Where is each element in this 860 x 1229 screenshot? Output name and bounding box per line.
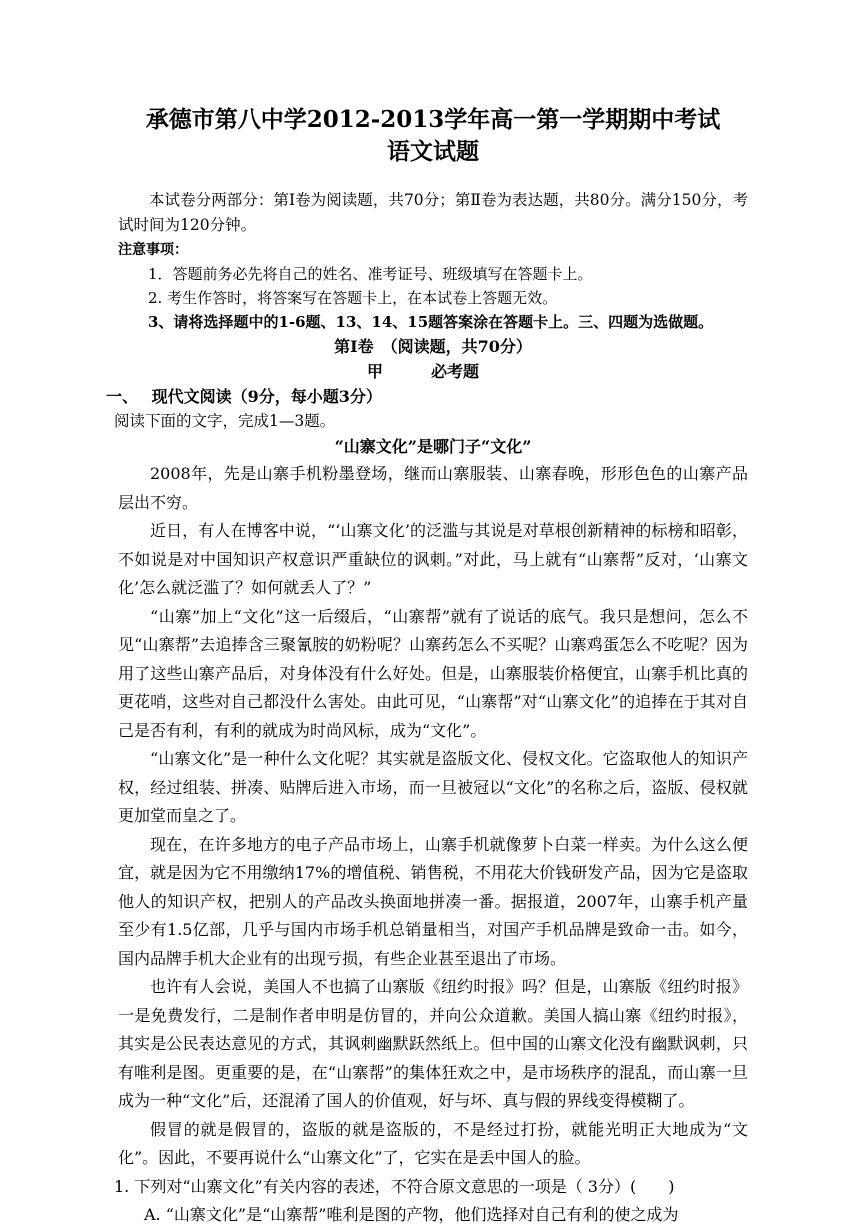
part1-heading: 第Ⅰ卷 （阅读题，共70分） <box>334 337 532 356</box>
article-paragraph-2: 近日，有人在博客中说，“‘山寨文化’的泛滥与其说是对草根创新精神的标榜和昭彰，不如说是对中国知识产权意识严重缺位的讽刺。”对此，马上就有“山寨帮”反对，‘山寨文化’怎么就泛滥了？如何就丢人了？” <box>118 521 748 597</box>
article-paragraph-5: 现在，在许多地方的电子产品市场上，山寨手机就像萝卜白菜一样卖。为什么这么便宜，就是因为它不用缴纳17%的增值税、销售税，不用花大价钱研发产品，因为它是盗取他人的知识产权，把别人的产品改头换面地拼凑一番。据报道，2007年，山寨手机产量至少有1.5亿部，几乎与国内市场手机总销量相当，对国产手机品牌是致命一击。如今，国内品牌手机大企业有的出现亏损，有些企业甚至退出了市场。 <box>118 834 748 968</box>
article-paragraph-6: 也许有人会说，美国人不也搞了山寨版《纽约时报》吗？但是，山寨版《纽约时报》一是免费发行，二是制作者申明是仿冒的，并向公众道歉。美国人搞山寨《纽约时报》，其实是公民表达意见的方式，其讽刺幽默跃然纸上。但中国的山寨文化没有幽默讽刺，只有唯利是图。更重要的是，在“山寨帮”的集体狂欢之中，是市场秩序的混乱，而山寨一旦成为一种“文化”后，还混淆了国人的价值观，好与坏、真与假的界线变得模糊了。 <box>118 977 748 1110</box>
exam-title-line1: 承德市第八中学2012-2013学年高一第一学期期中考试 <box>145 106 721 133</box>
exam-title-line2: 语文试题 <box>387 138 479 165</box>
article-paragraph-1: 2008年，先是山寨手机粉墨登场，继而山寨服装、山寨春晚，形形色色的山寨产品层出不穷。 <box>118 464 748 512</box>
part1-sub-heading: 甲 必考题 <box>366 362 479 381</box>
article-paragraph-3: “山寨”加上“文化”这一后缀后，“山寨帮”就有了说话的底气。我只是想问，怎么不见“山寨帮”去追捧含三聚氰胺的奶粉呢？山寨药怎么不买呢？山寨鸡蛋怎么不吃呢？因为用了这些山寨产品后，对身体没有什么好处。但是，山寨服装价格便宜，山寨手机比真的更花哨，这些对自己都没什么害处。由此可见，“山寨帮”对“山寨文化”的追捧在于其对自己是否有利，有利的就成为时尚风标，成为“文化”。 <box>118 606 748 740</box>
note-item-3: 3、请将选择题中的1-6题、13、14、15题答案涂在答题卡上。三、四题为选做题。 <box>148 313 714 331</box>
article-paragraph-4: “山寨文化”是一种什么文化呢？其实就是盗版文化、侵权文化。它盗取他人的知识产权，经过组装、拼凑、贴牌后进入市场，而一旦被冠以“文化”的名称之后，盗版、侵权就更加堂而皇之了。 <box>118 749 748 825</box>
note-item-1: 1．答题前务必先将自己的姓名、准考证号、班级填写在答题卡上。 <box>148 265 593 283</box>
reading-instruction: 阅读下面的文字，完成1—3题。 <box>114 412 336 430</box>
section1-heading: 一、 现代文阅读（9分，每小题3分） <box>106 387 382 406</box>
notes-label: 注意事项： <box>118 242 188 258</box>
question-1-stem: 1. 下列对“山寨文化”有关内容的表述，不符合原文意思的一项是（ 3分）( ) <box>114 1176 675 1196</box>
article-title: “山寨文化”是哪门子“文化” <box>334 437 532 456</box>
question-1-option-a: A. “山寨文化”是“山寨帮”唯利是图的产物，他们选择对自己有利的使之成为 <box>144 1204 679 1224</box>
exam-intro: 本试卷分两部分：第Ⅰ卷为阅读题，共70分；第Ⅱ卷为表达题，共80分。满分150分，考试时间为120分钟。 <box>118 191 748 234</box>
article-paragraph-7: 假冒的就是假冒的，盗版的就是盗版的，不是经过打扮，就能光明正大地成为“文化”。因此，不要再说什么“山寨文化”了，它实在是丢中国人的脸。 <box>118 1119 748 1167</box>
note-item-2: 2. 考生作答时，将答案写在答题卡上，在本试卷上答题无效。 <box>148 289 558 307</box>
